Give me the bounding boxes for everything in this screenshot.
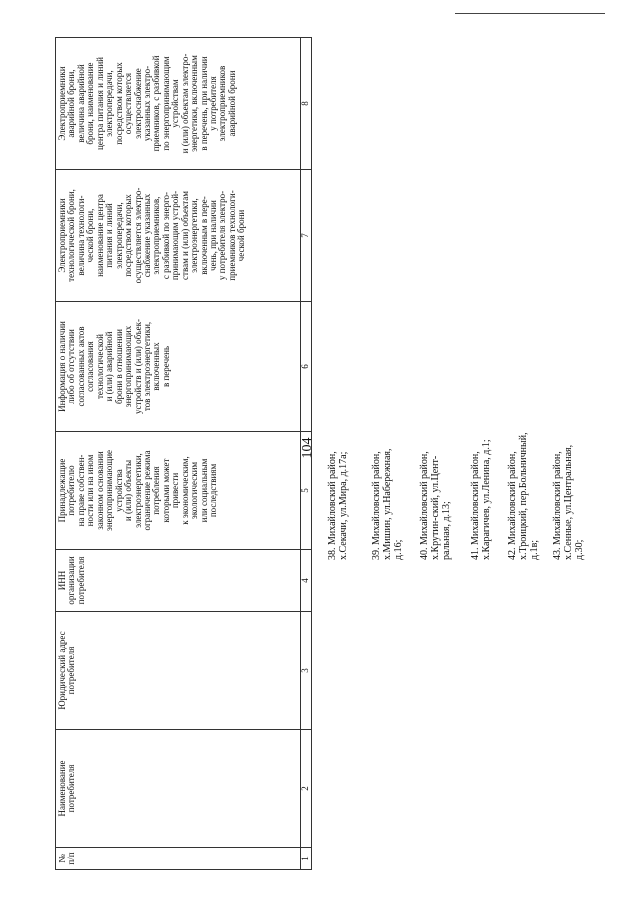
column-number-1: 1 (301, 848, 312, 870)
list-item: 39. Михайловский район, х.Мишин, ул.Набережная, д.16; (371, 448, 404, 560)
column-number-2: 2 (301, 730, 312, 848)
list-item: 42. Михайловский район, х.Троицкий, пер.Больничный, д.1в; (507, 432, 540, 560)
header-number: № п/п (56, 848, 301, 870)
list-item: 38. Михайловский район, х.Секачи, ул.Мира, д.17а; (327, 451, 349, 560)
header-acts-info: Информация о наличии либо об отсутствии согласованных актов согласования технологической и (или) аварийной брони в отношении энергопринимающих устройств и (или) объек- тов электроэнергетики, включенных в перечень (56, 302, 301, 432)
address-entries (327, 430, 585, 560)
page-number: 104 (300, 437, 315, 459)
header-emergency-reserve: Электроприемники аварийной брони, величина аварийной брони, наименование центра питания и линий электропередачи, посредством которых осуществляется электроснабжение указанных электро- приемников, с разбивкой по энергопринимающим устройствам и (или) объектам электро- энергетики, включенным в перечень, при наличии у потребителя электроприемников аварийной брони (56, 38, 301, 170)
list-item: 43. Михайловский район, х.Сенные, ул.Центральная, д.30; (552, 444, 585, 560)
column-number-6: 6 (301, 302, 312, 432)
list-item: 41. Михайловский район, х.Карагичев, ул.Ленина, д.1; (470, 439, 492, 560)
top-right-rule (455, 13, 605, 14)
header-technological-reserve: Электроприемники технологической брони, величина технологи- ческой брони, наименование центра питания и линий электропередачи, посредством которых осуществляется электро- снабжение указанных электроприемников, с разбивкой по энерго- принимающим устрой- ствам и (или) объектам электроэнергетики, включенным в пере- чень, при наличии у потребителя электро- приемников технологи- ческой брони (56, 170, 301, 302)
header-consumer-name: Наименование потребителя (56, 730, 301, 848)
column-number-7: 7 (301, 170, 312, 302)
header-inn: ИНН организации потребителя (56, 550, 301, 612)
consumer-table (55, 38, 312, 870)
column-number-4: 4 (301, 550, 312, 612)
column-number-5: 5 (301, 432, 312, 550)
header-power-devices: Принадлежащие потребителю на праве собствен- ности или на ином законном основании энергопринимающие устройства и (или) объекты электроэнергетики, ограничение режима потребления которыми может привести к экономическим, экологическим или социальным последствиям (56, 432, 301, 550)
list-item: 40. Михайловский район, х.Крутин-ский, ул.Цент-ральная, д.13; (419, 451, 452, 560)
column-number-3: 3 (301, 612, 312, 730)
header-legal-address: Юридический адрес потребителя (56, 612, 301, 730)
column-number-8: 8 (301, 38, 312, 170)
